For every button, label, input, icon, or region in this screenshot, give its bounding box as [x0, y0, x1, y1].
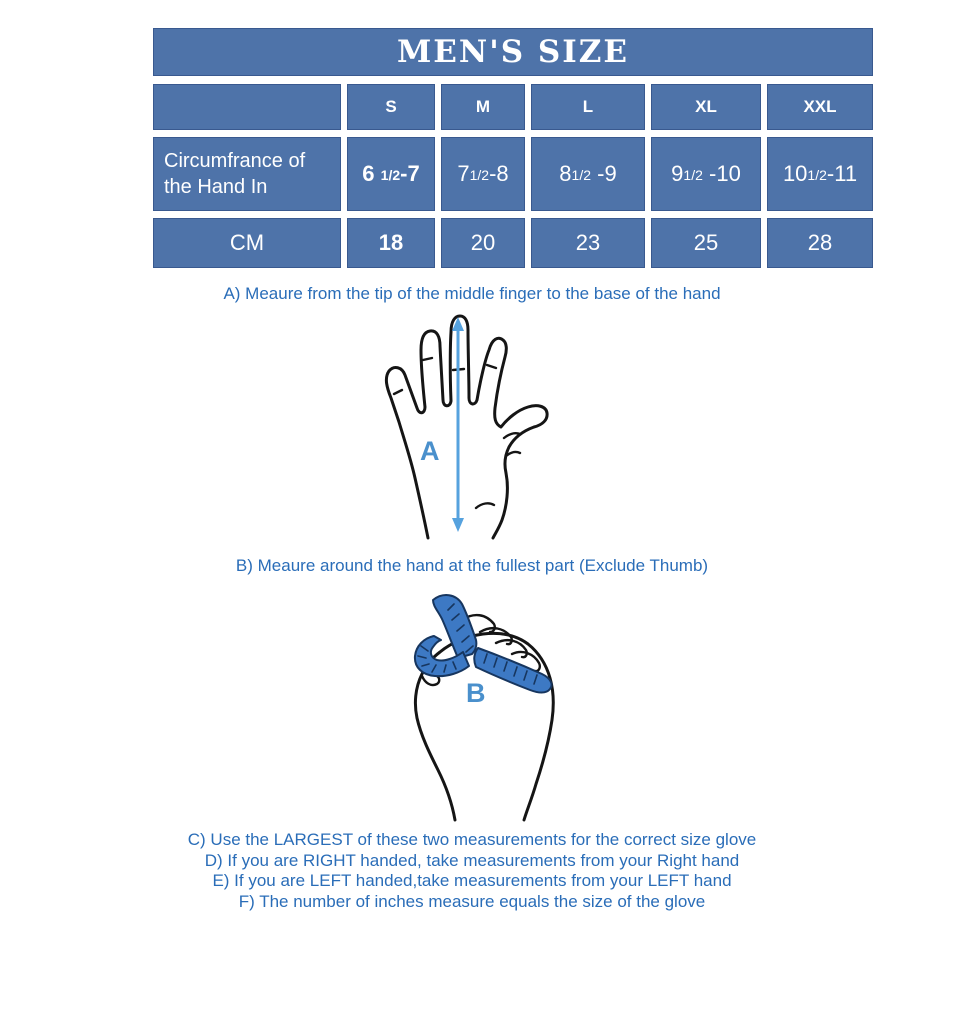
cm-value-xl: 25: [651, 218, 761, 268]
col-header-m: M: [441, 84, 525, 130]
inches-value-s: [347, 137, 435, 211]
instruction-e: E) If you are LEFT handed,take measurements from your LEFT hand: [212, 871, 732, 891]
inches-range-end: -7: [400, 161, 420, 186]
cm-value-l: 23: [531, 218, 645, 268]
fist-circumference-diagram: [388, 588, 573, 828]
inches-whole: 6: [362, 161, 381, 186]
inches-range-end: -10: [702, 161, 741, 186]
inches-fraction: 1/2: [469, 167, 490, 183]
inches-whole: 8: [559, 161, 572, 186]
cm-value-xxl: 28: [767, 218, 873, 268]
inches-fraction: 1/2: [683, 167, 703, 183]
cm-value-m: 20: [441, 218, 525, 268]
instruction-b: B) Meaure around the hand at the fullest part (Exclude Thumb): [235, 556, 709, 575]
hand-length-diagram: [358, 310, 590, 550]
inches-range-end: -8: [489, 161, 509, 186]
col-header-s: S: [347, 84, 435, 130]
size-table: [153, 28, 873, 268]
instruction-d: D) If you are RIGHT handed, take measurements from your Right hand: [204, 850, 740, 870]
instruction-a: A) Meaure from the tip of the middle finger to the base of the hand: [223, 284, 721, 303]
inches-range-end: -11: [826, 161, 858, 186]
inches-whole: 9: [671, 161, 684, 186]
instructions-c-f: [0, 830, 944, 912]
col-header-l: L: [531, 84, 645, 130]
inches-whole: 7: [457, 161, 470, 186]
inches-fraction: 1/2: [807, 167, 827, 183]
inches-value-m: [441, 137, 525, 211]
open-hand-icon: [386, 316, 547, 538]
corner-cell: [153, 84, 341, 130]
cm-value-s: 18: [347, 218, 435, 268]
col-header-xl: XL: [651, 84, 761, 130]
row-label-cm: CM: [153, 218, 341, 268]
inches-fraction: 1/2: [571, 167, 592, 183]
diagram-label-b: B: [466, 678, 486, 708]
inches-value-l: [531, 137, 645, 211]
size-table-grid: [153, 84, 873, 268]
inches-fraction: 1/2: [380, 167, 401, 183]
inches-whole: 10: [782, 161, 808, 186]
row-label-inches: Circumfrance of the Hand In: [153, 137, 341, 211]
instruction-f: F) The number of inches measure equals the size of the glove: [238, 891, 706, 911]
inches-value-xl: [651, 137, 761, 211]
instruction-c: C) Use the LARGEST of these two measurements for the correct size glove: [187, 830, 757, 849]
table-title: MEN'S SIZE: [153, 28, 873, 76]
inches-range-end: -9: [591, 161, 617, 186]
inches-value-xxl: [767, 137, 873, 211]
diagram-label-a: A: [420, 436, 440, 466]
col-header-xxl: XXL: [767, 84, 873, 130]
